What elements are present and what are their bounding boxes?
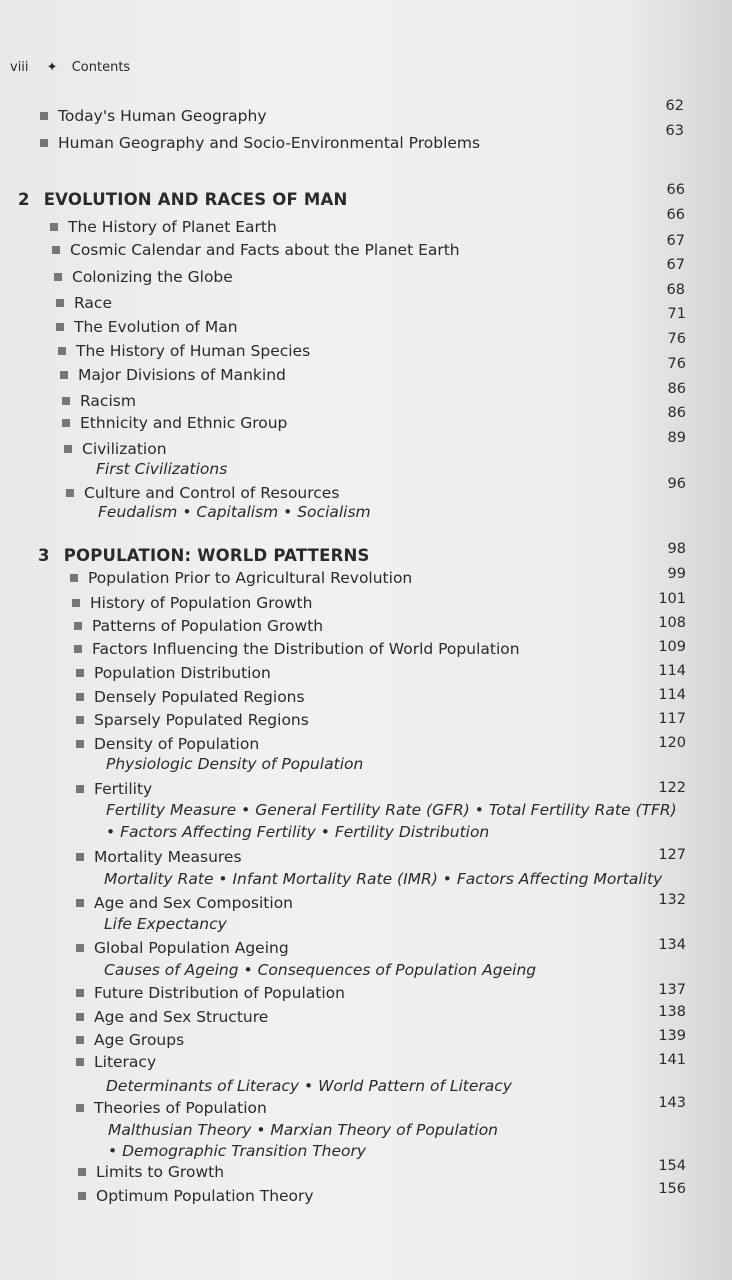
square-bullet-icon [54,273,62,281]
toc-item-title: The History of Human Species [76,342,311,360]
toc-item [76,735,259,753]
square-bullet-icon [52,246,60,254]
page-number: 66 [666,182,685,198]
page-number: 141 [658,1052,686,1068]
toc-item-title: Ethnicity and Ethnic Group [80,414,288,432]
square-bullet-icon [56,299,64,307]
toc-item [66,484,339,502]
page-number: 67 [666,233,685,249]
page-number: 114 [658,687,686,703]
toc-item-title: Major Divisions of Mankind [78,366,286,384]
page-number: 114 [658,663,686,679]
chapter-number: 3 [38,546,50,565]
square-bullet-icon [76,944,84,952]
toc-item [40,107,267,125]
square-bullet-icon [64,445,72,453]
toc-item [62,392,136,410]
square-bullet-icon [50,223,58,231]
page-number: 122 [658,780,686,796]
toc-item [62,414,287,432]
toc-item-title: Racism [80,392,136,410]
toc-item [60,366,286,384]
page-number: 86 [667,405,686,421]
page-number: 137 [658,982,686,998]
toc-item [40,134,480,152]
toc-item-title: Population Distribution [94,664,271,682]
toc-subtopics: Mortality Rate • Infant Mortality Rate (IMR) • Factors Affecting Mortality [104,870,663,888]
toc-item-title: Fertility [94,780,153,798]
page-number: 76 [667,356,686,372]
square-bullet-icon [76,693,84,701]
square-bullet-icon [58,347,66,355]
square-bullet-icon [78,1192,86,1200]
page-number: 134 [658,937,686,953]
toc-item [58,342,310,360]
toc-item-title: Cosmic Calendar and Facts about the Planet Earth [70,241,460,259]
square-bullet-icon [74,645,82,653]
toc-item-title: Mortality Measures [94,848,242,866]
square-bullet-icon [76,853,84,861]
page-number: 76 [667,331,686,347]
toc-item [76,1053,156,1071]
square-bullet-icon [76,716,84,724]
toc-subtopics: Malthusian Theory • Marxian Theory of Population [108,1121,498,1139]
toc-item [76,939,289,957]
page-number: 71 [667,306,686,322]
page-number: 120 [658,735,686,751]
chapter-heading [18,190,348,209]
toc-item [76,664,271,682]
toc-subtopics: Determinants of Literacy • World Pattern of Literacy [106,1077,512,1095]
page-number: 99 [667,566,686,582]
toc-item-title: Human Geography and Socio-Environmental Problems [58,134,481,152]
toc-item [72,594,312,612]
toc-item-title: The History of Planet Earth [68,218,277,236]
chapter-heading [38,546,370,565]
toc-item-title: Densely Populated Regions [94,688,305,706]
chapter-title: EVOLUTION AND RACES OF MAN [43,190,348,209]
toc-item [76,894,293,912]
running-head-title: Contents [71,60,131,75]
page-number: 68 [666,282,685,298]
square-bullet-icon [76,989,84,997]
toc-subtopics: Feudalism • Capitalism • Socialism [98,503,371,521]
toc-item [76,711,309,729]
toc-item-title: Theories of Population [94,1099,267,1117]
toc-item [74,617,323,635]
toc-item [76,848,242,866]
toc-item [76,688,305,706]
toc-item [76,780,152,798]
running-head-page-number: viii [10,60,29,75]
toc-item-title: Patterns of Population Growth [92,617,324,635]
toc-item [56,294,112,312]
toc-subtopics: • Factors Affecting Fertility • Fertility Distribution [106,823,490,841]
toc-item-title: Factors Influencing the Distribution of World Population [92,640,520,658]
chapter-number: 2 [18,190,30,209]
page-number: 139 [658,1028,686,1044]
square-bullet-icon [76,899,84,907]
square-bullet-icon [40,112,48,120]
square-bullet-icon [62,397,70,405]
toc-item-title: Literacy [94,1053,157,1071]
square-bullet-icon [76,1104,84,1112]
toc-item [76,1099,267,1117]
toc-item [54,268,233,286]
square-bullet-icon [76,669,84,677]
page-number: 96 [667,476,686,492]
square-bullet-icon [76,740,84,748]
square-bullet-icon [76,785,84,793]
square-bullet-icon [70,574,78,582]
square-bullet-icon [78,1168,86,1176]
page-number: 127 [658,847,686,863]
square-bullet-icon [72,599,80,607]
toc-item-title: Civilization [82,440,167,458]
toc-item-title: Today's Human Geography [58,107,267,125]
page-number: 62 [665,98,684,114]
toc-item-title: Global Population Ageing [94,939,289,957]
diamond-icon: ✦ [46,60,58,75]
page-number: 86 [667,381,686,397]
toc-item-title: Culture and Control of Resources [84,484,340,502]
page-number: 132 [658,892,686,908]
toc-item-title: Optimum Population Theory [96,1187,314,1205]
toc-item [56,318,238,336]
toc-item [76,984,345,1002]
toc-item-title: Age Groups [94,1031,185,1049]
page-number: 101 [658,591,686,607]
toc-subtopics: Physiologic Density of Population [106,755,364,773]
page-number: 117 [658,711,686,727]
chapter-title: POPULATION: WORLD PATTERNS [63,546,370,565]
toc-item [78,1187,314,1205]
toc-subtopics: Causes of Ageing • Consequences of Population Ageing [104,961,537,979]
page-number: 63 [665,123,684,139]
square-bullet-icon [76,1013,84,1021]
page-number: 66 [666,207,685,223]
toc-item [70,569,412,587]
page-number: 138 [658,1004,686,1020]
square-bullet-icon [66,489,74,497]
square-bullet-icon [60,371,68,379]
running-head [10,60,130,75]
toc-item-title: The Evolution of Man [74,318,238,336]
square-bullet-icon [40,139,48,147]
toc-item [78,1163,224,1181]
toc-item [76,1008,268,1026]
toc-item-title: Age and Sex Composition [94,894,293,912]
toc-item-title: Limits to Growth [96,1163,225,1181]
square-bullet-icon [76,1036,84,1044]
page-number: 67 [666,257,685,273]
toc-item [74,640,520,658]
toc-item-title: History of Population Growth [90,594,313,612]
toc-item [50,218,277,236]
square-bullet-icon [74,622,82,630]
page-number: 156 [658,1181,686,1197]
toc-item-title: Colonizing the Globe [72,268,233,286]
toc-item [64,440,167,458]
square-bullet-icon [62,419,70,427]
toc-item [76,1031,184,1049]
toc-item [52,241,460,259]
page-number: 109 [658,639,686,655]
page-number: 98 [667,541,686,557]
toc-item-title: Sparsely Populated Regions [94,711,309,729]
toc-subtopics: Fertility Measure • General Fertility Rate (GFR) • Total Fertility Rate (TFR) [106,801,677,819]
toc-subtopics: Life Expectancy [104,915,227,933]
toc-item-title: Population Prior to Agricultural Revolution [88,569,413,587]
page-number: 108 [658,615,686,631]
square-bullet-icon [76,1058,84,1066]
page-number: 154 [658,1158,686,1174]
page-number: 89 [667,430,686,446]
toc-subtopics: First Civilizations [96,460,228,478]
toc-item-title: Race [74,294,112,312]
toc-subtopics: • Demographic Transition Theory [108,1142,367,1160]
toc-item-title: Age and Sex Structure [94,1008,269,1026]
square-bullet-icon [56,323,64,331]
page-number: 143 [658,1095,686,1111]
toc-item-title: Future Distribution of Population [94,984,345,1002]
toc-item-title: Density of Population [94,735,260,753]
